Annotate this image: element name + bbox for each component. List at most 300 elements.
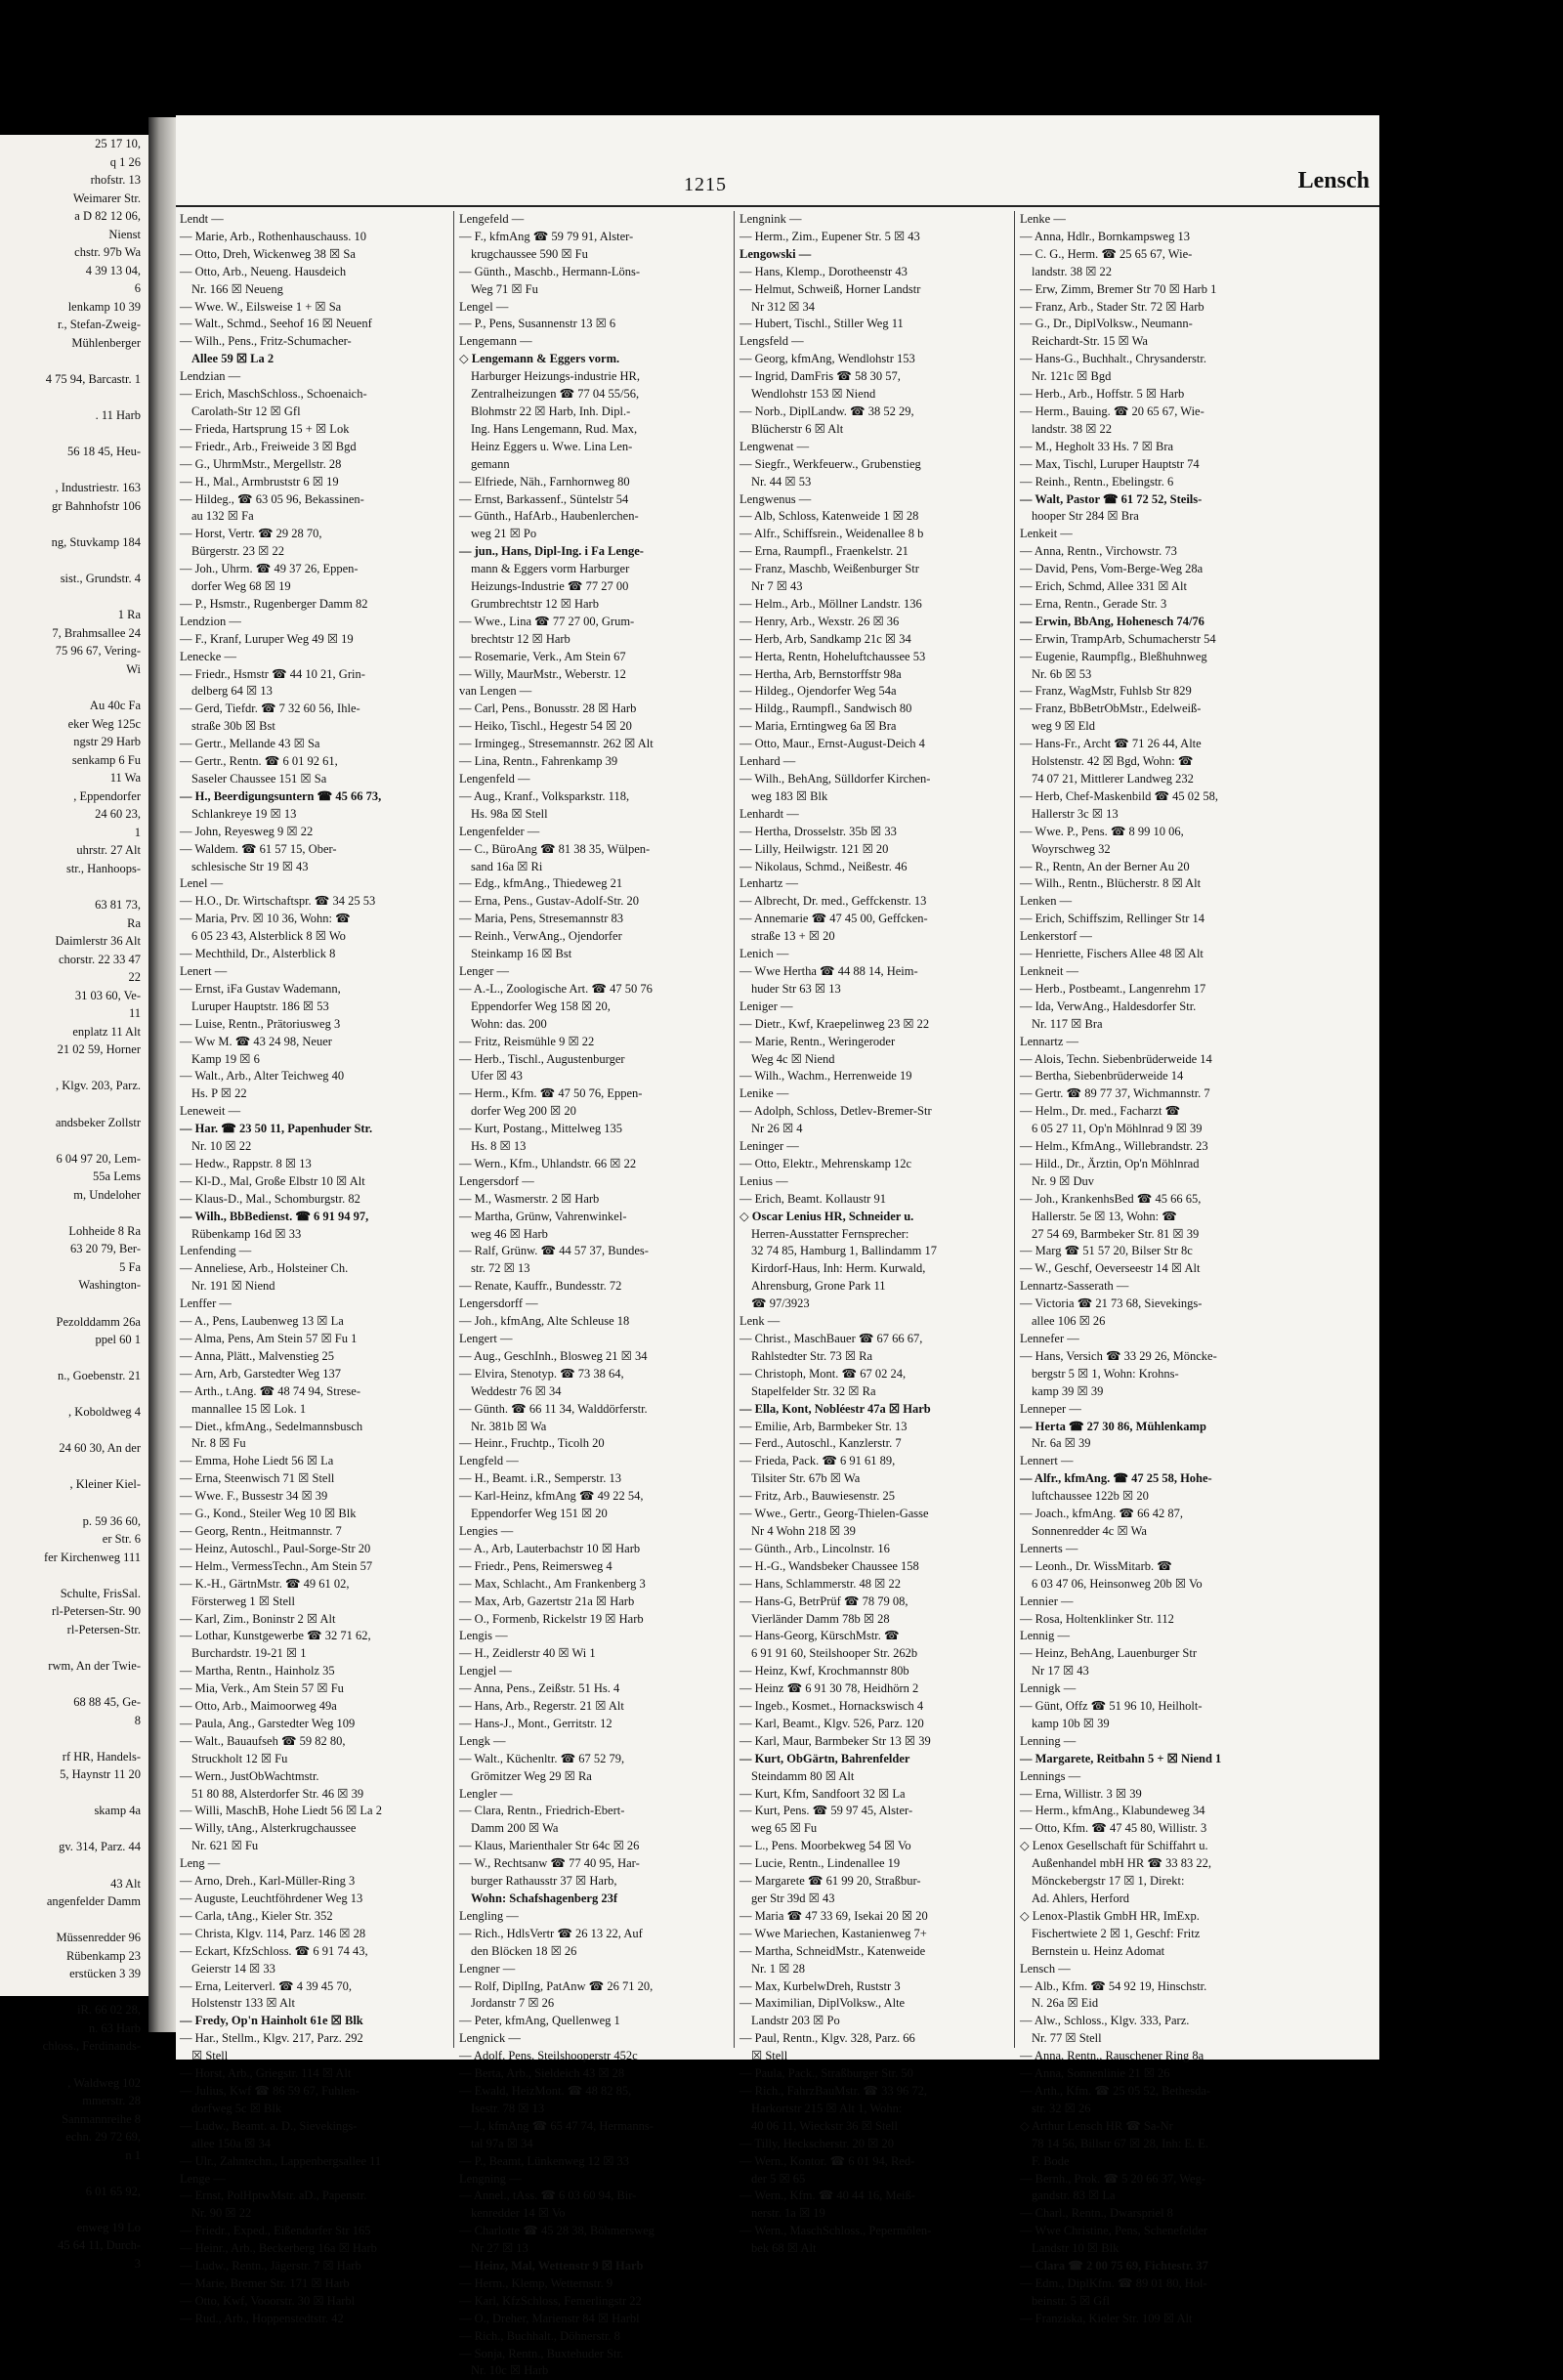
directory-entry-line: — Otto, Dreh, Wickenweg 38 ☒ Sa bbox=[180, 246, 356, 261]
directory-entry-line: — Rich., Buchhalt., Döhnerstr. 8 bbox=[459, 2328, 620, 2343]
directory-entry-line: weg 65 ☒ Fu bbox=[751, 1821, 818, 1836]
left-page-fragment: chstr. 97b Wa bbox=[74, 245, 141, 260]
directory-entry-line: — Joh., Uhrm. ☎ 49 37 26, Eppen- bbox=[180, 562, 359, 576]
directory-entry-line: — Heinz, Mal, Wettenstr 9 ☒ Harb bbox=[459, 2259, 644, 2274]
directory-entry-line: — Helmut, Schweiß, Horner Landstr bbox=[739, 281, 921, 296]
left-page-fragment bbox=[0, 461, 148, 480]
directory-entry-line: Nr. 381b ☒ Wa bbox=[471, 1419, 547, 1433]
directory-entry-line: — Kurt, Pens. ☎ 59 97 45, Alster- bbox=[739, 1804, 913, 1818]
directory-entry-line: — Tilly, Heckscherstr. 20 ☒ 20 bbox=[739, 2136, 894, 2150]
directory-entry-line: — Helm., KfmAng., Willebrandstr. 23 bbox=[1020, 1139, 1208, 1154]
directory-entry-line: — Dietr., Kwf, Kraepelinweg 23 ☒ 22 bbox=[739, 1016, 930, 1031]
left-page-fragment: Weimarer Str. bbox=[72, 191, 141, 205]
directory-entry-line: Lengies — bbox=[459, 1523, 514, 1538]
directory-entry-line: — Anna, Plätt., Malvenstieg 25 bbox=[180, 1348, 334, 1363]
directory-entry-line: — Willy, tAng., Alsterkrugchaussee bbox=[180, 1821, 357, 1836]
directory-entry-line: — O., Formenb, Rickelstr 19 ☒ Harb bbox=[459, 1611, 644, 1626]
directory-entry-line: — Wwe., Lina ☎ 77 27 00, Grum- bbox=[459, 614, 635, 628]
left-page-fragment: eker Weg 125c bbox=[67, 716, 141, 731]
left-page-fragment: , Kleiner Kiel- bbox=[69, 1477, 141, 1492]
directory-entry-line: — Max, KurbelwDreh, Ruststr 3 bbox=[739, 1978, 901, 1993]
directory-entry-line: — Franziska, Kieler Str. 109 ☒ Alt bbox=[1020, 2311, 1193, 2325]
directory-entry-line: — Eckart, KfzSchloss. ☎ 6 91 74 43, bbox=[180, 1943, 368, 1958]
left-page-fragment bbox=[0, 1856, 148, 1875]
left-page-fragment bbox=[0, 353, 148, 371]
directory-entry-line: — Arth., Kfm. ☎ 25 05 52, Bethesda- bbox=[1020, 2083, 1211, 2098]
directory-entry-line: — Mia, Verk., Am Stein 57 ☒ Fu bbox=[180, 1681, 344, 1696]
directory-entry-line: Lenecke — bbox=[180, 649, 236, 663]
directory-entry-line: den Blöcken 18 ☒ 26 bbox=[471, 1943, 577, 1958]
directory-entry-line: Eppendorfer Weg 151 ☒ 20 bbox=[471, 1507, 608, 1521]
directory-entry-line: Mönckebergstr 17 ☒ 1, Direkt: bbox=[1032, 1874, 1185, 1889]
directory-entry-line: Vierländer Damm 78b ☒ 28 bbox=[751, 1611, 890, 1626]
directory-entry-line: — Henry, Arb., Wexstr. 26 ☒ 36 bbox=[739, 614, 900, 628]
directory-entry-line: — C. G., Herm. ☎ 25 65 67, Wie- bbox=[1020, 246, 1193, 261]
directory-entry-line: — Alfr., Schiffsrein., Weidenallee 8 b bbox=[739, 527, 924, 541]
directory-entry-line: — Alma, Pens, Am Stein 57 ☒ Fu 1 bbox=[180, 1332, 358, 1345]
directory-entry-line: — Renate, Kauffr., Bundesstr. 72 bbox=[459, 1279, 622, 1294]
left-page-fragment bbox=[0, 1983, 148, 2002]
directory-entry-line: — Wilh., BbBedienst. ☎ 6 91 94 97, bbox=[180, 1209, 369, 1223]
directory-entry-line: — Heinr., Fruchtp., Ticolh 20 bbox=[459, 1436, 605, 1451]
left-page-fragment: , Eppendorfer bbox=[73, 788, 141, 803]
left-page-fragment: 56 18 45, Heu- bbox=[67, 445, 141, 459]
directory-entry-line: ◇ Lenox-Plastik GmbH HR, ImExp. bbox=[1020, 1908, 1200, 1923]
directory-entry-line: Holstenstr. 42 ☒ Bgd, Wohn: ☎ bbox=[1032, 754, 1194, 769]
directory-entry-line: — G., Dr., DiplVolksw., Neumann- bbox=[1020, 317, 1193, 331]
left-page-fragment bbox=[0, 1784, 148, 1803]
directory-entry-line: — Franz, WagMstr, Fuhlsb Str 829 bbox=[1020, 684, 1192, 699]
directory-entry-line: Lenel — bbox=[180, 876, 224, 891]
left-page-fragment bbox=[0, 1494, 148, 1512]
left-page-fragment: Au 40c Fa bbox=[89, 698, 141, 712]
left-page-fragment: rl-Petersen-Str. 90 bbox=[52, 1604, 141, 1619]
column-2 bbox=[459, 211, 725, 2378]
directory-entry-line: Nr. 621 ☒ Fu bbox=[191, 1839, 259, 1853]
directory-entry-line: — Gerd, Tiefdr. ☎ 7 32 60 56, Ihle- bbox=[180, 701, 360, 716]
directory-entry-line: beinstr. 5 ☒ Gfl bbox=[1032, 2293, 1110, 2308]
directory-entry-line: Nr. 9 ☒ Duv bbox=[1032, 1173, 1094, 1188]
directory-entry-line: — Anna, Rentn., Virchowstr. 73 bbox=[1020, 544, 1177, 559]
directory-entry-line: — Irmingeg., Stresemannstr. 262 ☒ Alt bbox=[459, 737, 654, 751]
directory-entry-line: Nr. 77 ☒ Stell bbox=[1032, 2031, 1102, 2046]
directory-entry-line: — Friedr., Arb., Freiweide 3 ☒ Bgd bbox=[180, 439, 357, 453]
directory-entry-line: — Günt, Offz ☎ 51 96 10, Heilholt- bbox=[1020, 1699, 1203, 1714]
directory-entry-line: — jun., Hans, Dipl-Ing. i Fa Lenge- bbox=[459, 544, 644, 559]
left-page-fragment: skamp 4a bbox=[94, 1804, 141, 1818]
directory-entry-line: Lenger — bbox=[459, 963, 510, 978]
left-page-fragment: 4 39 13 04, bbox=[85, 263, 141, 277]
directory-entry-line: — Karl-Heinz, kfmAng ☎ 49 22 54, bbox=[459, 1489, 644, 1504]
directory-entry-line: — Günth., Maschb., Hermann-Löns- bbox=[459, 264, 641, 278]
directory-entry-line: — Erna, Steenwisch 71 ☒ Stell bbox=[180, 1471, 335, 1486]
directory-entry-line: — Aug., Kranf., Volksparkstr. 118, bbox=[459, 788, 630, 803]
directory-entry-line: Weg 4c ☒ Niend bbox=[751, 1051, 835, 1066]
directory-entry-line: — Wern., Kfm. ☎ 40 44 16, Meiß- bbox=[739, 2189, 915, 2203]
directory-entry-line: — Otto, Kfm. ☎ 47 45 80, Willistr. 3 bbox=[1020, 1821, 1207, 1836]
directory-entry-line: — Joh., KrankenhsBed ☎ 45 66 65, bbox=[1020, 1191, 1202, 1206]
directory-entry-line: — Erich, MaschSchloss., Schoenaich- bbox=[180, 387, 367, 402]
directory-entry-line: — Gertr., Rentn. ☎ 6 01 92 61, bbox=[180, 754, 338, 769]
directory-entry-line: Woyrschweg 32 bbox=[1032, 841, 1111, 856]
directory-entry-line: — Hildg., Raumpfl., Sandwisch 80 bbox=[739, 701, 912, 716]
left-page-fragment bbox=[0, 678, 148, 697]
directory-entry-line: — Har. ☎ 23 50 11, Papenhuder Str. bbox=[180, 1122, 373, 1136]
directory-entry-line: Lenkneit — bbox=[1020, 963, 1079, 978]
directory-entry-line: — Kl-D., Mal, Große Elbstr 10 ☒ Alt bbox=[180, 1173, 365, 1188]
directory-entry-line: — Erwin, BbAng, Hohenesch 74/76 bbox=[1020, 614, 1204, 628]
directory-entry-line: ◇ Lenox Gesellschaft für Schiffahrt u. bbox=[1020, 1839, 1208, 1853]
directory-entry-line: — H.O., Dr. Wirtschaftspr. ☎ 34 25 53 bbox=[180, 894, 376, 909]
directory-entry-line: straße 13 + ☒ 20 bbox=[751, 929, 835, 944]
directory-entry-line: ◇ Lengemann & Eggers vorm. bbox=[459, 352, 620, 366]
directory-entry-line: Nr. 44 ☒ 53 bbox=[751, 474, 812, 489]
directory-entry-line: 78 14 56, Billstr 67 ☒ 28, Inh: E. E. bbox=[1032, 2136, 1208, 2150]
directory-entry-line: — Maria, Erntingweg 6a ☒ Bra bbox=[739, 719, 897, 734]
directory-entry-line: Steindamm 80 ☒ Alt bbox=[751, 1768, 855, 1783]
left-page-fragment: Daimlerstr 36 Alt bbox=[55, 934, 141, 949]
left-page-fragment: 8 bbox=[134, 1713, 141, 1727]
directory-entry-line: Lengenfeld — bbox=[459, 772, 530, 786]
directory-entry-line: weg 9 ☒ Eld bbox=[1032, 719, 1096, 734]
directory-entry-line: — Siegfr., Werkfeuerw., Grubenstieg bbox=[739, 456, 921, 471]
book-gutter bbox=[148, 117, 176, 2032]
directory-entry-line: Heizungs-Industrie ☎ 77 27 00 bbox=[471, 579, 629, 594]
directory-entry-line: — Wilh., Rentn., Blücherstr. 8 ☒ Alt bbox=[1020, 876, 1202, 891]
left-page-fragment: ngstr 29 Harb bbox=[73, 735, 141, 749]
left-page-fragment: m, Undeloher bbox=[73, 1187, 141, 1202]
directory-entry-line: — Edm., DiplKfm. ☎ 89 01 80, Hol- bbox=[1020, 2275, 1207, 2290]
directory-entry-line: — Reinh., VerwAng., Ojendorfer bbox=[459, 929, 622, 944]
directory-entry-line: Lendzian — bbox=[180, 369, 241, 384]
directory-entry-line: Lengfeld — bbox=[459, 1454, 519, 1468]
directory-entry-line: — Norb., DiplLandw. ☎ 38 52 29, bbox=[739, 404, 914, 418]
directory-entry-line: — Lucie, Rentn., Lindenallee 19 bbox=[739, 1856, 901, 1871]
directory-entry-line: dorfer Weg 68 ☒ 19 bbox=[191, 579, 291, 594]
directory-entry-line: Nr 27 ☒ 13 bbox=[471, 2241, 528, 2256]
directory-entry-line: — G., UhrmMstr., Mergellstr. 28 bbox=[180, 456, 342, 471]
directory-entry-line: Schlankreye 19 ☒ 13 bbox=[191, 806, 297, 821]
directory-entry-line: Rahlstedter Str. 73 ☒ Ra bbox=[751, 1348, 873, 1363]
directory-entry-line: — Herm., Kfm. ☎ 47 50 76, Eppen- bbox=[459, 1086, 643, 1101]
directory-entry-line: — Mechthild, Dr., Alsterblick 8 bbox=[180, 947, 336, 961]
directory-entry-line: — Hans-G, BetrPrüf ☎ 78 79 08, bbox=[739, 1594, 908, 1608]
directory-entry-line: Lensch — bbox=[1020, 1961, 1071, 1976]
left-page-fragment: n., Goebenstr. 21 bbox=[57, 1369, 141, 1383]
directory-entry-line: — Max, Arb, Gazertstr 21a ☒ Harb bbox=[459, 1594, 635, 1608]
left-page-fragment: 63 20 79, Ber- bbox=[70, 1242, 141, 1256]
directory-entry-line: Ahrensburg, Grone Park 11 bbox=[751, 1279, 886, 1294]
directory-entry-line: — Waldem. ☎ 61 57 15, Ober- bbox=[180, 841, 337, 856]
left-page-fragment bbox=[0, 2056, 148, 2074]
directory-entry-line: van Lengen — bbox=[459, 684, 532, 699]
directory-entry-line: — Friedr., Pens, Reimersweg 4 bbox=[459, 1558, 613, 1573]
directory-entry-line: Nr. 10 ☒ 22 bbox=[191, 1139, 252, 1154]
running-head: Lensch bbox=[1297, 168, 1370, 193]
directory-entry-line: — Ella, Kont, Nobléestr 47a ☒ Harb bbox=[739, 1401, 931, 1416]
directory-entry-line: Lengsfeld — bbox=[739, 334, 804, 349]
directory-entry-line: — Berta, Arb., Sieldeich 43 ☒ 28 bbox=[459, 2066, 625, 2081]
directory-entry-line: gemann bbox=[471, 456, 510, 471]
directory-entry-line: ☒ Stell bbox=[191, 2049, 229, 2063]
directory-entry-line: — Nikolaus, Schmd., Neißestr. 46 bbox=[739, 859, 908, 873]
directory-entry-line: 51 80 88, Alsterdorfer Str. 46 ☒ 39 bbox=[191, 1786, 364, 1801]
directory-entry-line: — Fritz, Arb., Bauwiesenstr. 25 bbox=[739, 1489, 896, 1504]
left-page-fragment: 11 Wa bbox=[109, 771, 141, 786]
directory-entry-line: — Karl, KfzSchloss, Femerlingstr 22 bbox=[459, 2293, 642, 2308]
directory-entry-line: weg 21 ☒ Po bbox=[471, 527, 537, 541]
left-page-fragment: 7, Brahmsallee 24 bbox=[52, 625, 141, 640]
directory-entry-line: — Carla, tAng., Kieler Str. 352 bbox=[180, 1908, 333, 1923]
directory-entry-line: — Ernst, iFa Gustav Wademann, bbox=[180, 981, 341, 996]
directory-entry-line: Hallerstr 3c ☒ 13 bbox=[1032, 806, 1119, 821]
directory-entry-line: Tilsiter Str. 67b ☒ Wa bbox=[751, 1471, 861, 1486]
directory-entry-line: — Hans-J., Mont., Gerritstr. 12 bbox=[459, 1716, 613, 1730]
directory-entry-line: — Alw., Schloss., Klgv. 333, Parz. bbox=[1020, 2014, 1190, 2028]
directory-entry-line: Bürgerstr. 23 ☒ 22 bbox=[191, 544, 285, 559]
left-page-fragment: 22 bbox=[128, 970, 141, 985]
directory-entry-line: Lenich — bbox=[739, 947, 789, 961]
directory-entry-line: sand 16a ☒ Ri bbox=[471, 859, 543, 873]
directory-entry-line: — Hildeg., ☎ 63 05 96, Bekassinen- bbox=[180, 491, 364, 506]
directory-entry-line: Ufer ☒ 43 bbox=[471, 1069, 523, 1084]
directory-entry-line: Lengling — bbox=[459, 1908, 519, 1923]
directory-entry-line: — Erwin, TrampArb, Schumacherstr 54 bbox=[1020, 631, 1216, 646]
directory-entry-line: Eppendorfer Weg 158 ☒ 20, bbox=[471, 999, 611, 1013]
column-3 bbox=[739, 211, 1005, 2256]
directory-entry-line: — Joach., kfmAng. ☎ 66 42 87, bbox=[1020, 1507, 1183, 1521]
directory-entry-line: Hs. P ☒ 22 bbox=[191, 1086, 247, 1101]
left-page-fragment: , Waldweg 102 bbox=[67, 2075, 141, 2090]
directory-entry-line: — Rich., FahrzBauMstr. ☎ 33 96 72, bbox=[739, 2083, 927, 2098]
directory-entry-line: — Herm., Klemp, Wetternstr. 9 bbox=[459, 2275, 613, 2290]
left-page-fragment: Ra bbox=[127, 915, 141, 930]
directory-entry-line: — Edg., kfmAng., Thiedeweg 21 bbox=[459, 876, 623, 891]
directory-entry-line: Lengwenus — bbox=[739, 491, 812, 506]
directory-entry-line: — Günth., Arb., Lincolnstr. 16 bbox=[739, 1541, 890, 1555]
left-page-fragment: r., Stefan-Zweig- bbox=[57, 318, 141, 332]
directory-entry-line: Nr. 191 ☒ Niend bbox=[191, 1279, 275, 1294]
directory-entry-line: — Helm., VermessTechn., Am Stein 57 bbox=[180, 1558, 373, 1573]
directory-entry-line: allee 150a ☒ 34 bbox=[191, 2136, 271, 2150]
directory-entry-line: Lenhardt — bbox=[739, 806, 799, 821]
directory-entry-line: — Georg, kfmAng, Wendlohstr 153 bbox=[739, 352, 915, 366]
left-page-fragment bbox=[0, 425, 148, 444]
left-page-fragment: Washington- bbox=[78, 1278, 141, 1293]
directory-entry-line: — Klaus-D., Mal., Schomburgstr. 82 bbox=[180, 1191, 360, 1206]
directory-entry-line: Zentralheizungen ☎ 77 04 55/56, bbox=[471, 387, 640, 402]
directory-entry-line: Lennigk — bbox=[1020, 1681, 1077, 1696]
directory-entry-line: Lengert — bbox=[459, 1332, 513, 1345]
directory-entry-line: — Arn, Arb, Garstedter Weg 137 bbox=[180, 1366, 342, 1381]
directory-entry-line: dorfer Weg 200 ☒ 20 bbox=[471, 1104, 576, 1119]
left-page-fragment: andsbeker Zollstr bbox=[55, 1115, 141, 1129]
left-page-fragment bbox=[0, 1729, 148, 1748]
directory-entry-line: str. 72 ☒ 13 bbox=[471, 1261, 530, 1276]
directory-entry-line: Steinkamp 16 ☒ Bst bbox=[471, 947, 572, 961]
directory-entry-line: — Ingeb., Kosmet., Hornackswisch 4 bbox=[739, 1699, 924, 1714]
directory-entry-line: 6 91 91 60, Steilshooper Str. 262b bbox=[751, 1646, 918, 1661]
left-page-fragment: Nienst bbox=[108, 227, 141, 241]
left-page-fragment: 55a Lems bbox=[93, 1169, 141, 1184]
directory-entry-line: — Erich, Schmd, Allee 331 ☒ Alt bbox=[1020, 579, 1187, 594]
directory-entry-line: Lengjel — bbox=[459, 1664, 512, 1679]
directory-entry-line: Hs. 98a ☒ Stell bbox=[471, 806, 548, 821]
directory-entry-line: Lengenfelder — bbox=[459, 824, 540, 838]
directory-entry-line: — Herm., Bauing. ☎ 20 65 67, Wie- bbox=[1020, 404, 1204, 418]
directory-entry-line: — Adolph, Schloss, Detlev-Bremer-Str bbox=[739, 1104, 932, 1119]
directory-entry-line: — Wwe. P., Pens. ☎ 8 99 10 06, bbox=[1020, 824, 1184, 838]
directory-entry-line: — L., Pens. Moorbekweg 54 ☒ Vo bbox=[739, 1839, 911, 1853]
directory-entry-line: — Herm., kfmAng., Klabundeweg 34 bbox=[1020, 1804, 1205, 1818]
left-page-fragment: 5, Haynstr 11 20 bbox=[60, 1767, 141, 1782]
directory-entry-line: Lengnick — bbox=[459, 2031, 521, 2046]
column-divider bbox=[1014, 211, 1015, 2048]
directory-entry-line: — Otto, Elektr., Mehrenskamp 12c bbox=[739, 1156, 912, 1170]
directory-entry-line: 40 06 11, Wieckstr 36 ☒ Stell bbox=[751, 2118, 898, 2133]
directory-entry-line: Lenk — bbox=[739, 1314, 781, 1329]
directory-entry-line: Lenken — bbox=[1020, 894, 1073, 909]
directory-entry-line: — A.-L., Zoologische Art. ☎ 47 50 76 bbox=[459, 981, 653, 996]
left-page-fragment: str., Hanhoops- bbox=[65, 861, 141, 875]
directory-entry-line: — Heiko, Tischl., Hegestr 54 ☒ 20 bbox=[459, 719, 632, 734]
directory-entry-line: Lenkerstorf — bbox=[1020, 929, 1092, 944]
directory-entry-line: — Erna, Leiterverl. ☎ 4 39 45 70, bbox=[180, 1978, 352, 1993]
left-page-fragment bbox=[0, 1675, 148, 1693]
directory-entry-line: — Otto, Maur., Ernst-August-Deich 4 bbox=[739, 737, 925, 751]
left-page-fragment bbox=[0, 588, 148, 607]
left-page-fragment: 6 01 65 92, bbox=[85, 2184, 141, 2198]
left-page-fragment: enweg 19 Lo bbox=[76, 2220, 141, 2234]
column-4 bbox=[1020, 211, 1286, 2325]
directory-entry-line: Carolath-Str 12 ☒ Gfl bbox=[191, 404, 301, 418]
left-page-fragment: n. 63 Harb bbox=[88, 2020, 141, 2035]
directory-entry-line: Lennier — bbox=[1020, 1594, 1074, 1608]
directory-entry-line: Herren-Ausstatter Fernsprecher: bbox=[751, 1226, 909, 1241]
directory-entry-line: — Gertr. ☎ 89 77 37, Wichmannstr. 7 bbox=[1020, 1086, 1210, 1101]
directory-entry-line: hooper Str 284 ☒ Bra bbox=[1032, 509, 1139, 524]
left-page-fragment: Lohheide 8 Ra bbox=[68, 1223, 141, 1238]
directory-page bbox=[176, 115, 1379, 2378]
left-page-fragment: er Str. 6 bbox=[102, 1532, 141, 1547]
directory-entry-line: Struckholt 12 ☒ Fu bbox=[191, 1751, 288, 1765]
directory-entry-line: Holstenstr 133 ☒ Alt bbox=[191, 1996, 295, 2011]
directory-entry-line: — Rud., Arb., Hoppenstedtstr. 42 bbox=[180, 2311, 344, 2325]
left-page-fragment: Rübenkamp 23 bbox=[65, 1948, 141, 1963]
directory-entry-line: — Carl, Pens., Bonusstr. 28 ☒ Harb bbox=[459, 701, 637, 716]
directory-entry-line: — F., kfmAng ☎ 59 79 91, Alster- bbox=[459, 229, 634, 243]
left-page-fragment: ng, Stuvkamp 184 bbox=[51, 535, 141, 550]
directory-entry-line: — Ernst, Barkassenf., Süntelstr 54 bbox=[459, 491, 629, 506]
directory-entry-line: Blohmstr 22 ☒ Harb, Inh. Dipl.- bbox=[471, 404, 631, 418]
directory-entry-line: landstr. 38 ☒ 22 bbox=[1032, 264, 1113, 278]
directory-entry-line: — Lina, Rentn., Fahrenkamp 39 bbox=[459, 754, 618, 769]
left-page-edge bbox=[0, 135, 148, 2271]
directory-entry-line: — Elfriede, Näh., Farnhornweg 80 bbox=[459, 474, 630, 489]
directory-entry-line: — H., Zeidlerstr 40 ☒ Wi 1 bbox=[459, 1646, 596, 1661]
directory-entry-line: — Hedw., Rappstr. 8 ☒ 13 bbox=[180, 1156, 312, 1170]
left-page-fragment: uhrstr. 27 Alt bbox=[76, 843, 141, 858]
left-page-fragment bbox=[0, 1131, 148, 1150]
directory-entry-line: Lengning — bbox=[459, 2171, 522, 2186]
directory-entry-line: — H.-G., Wandsbeker Chaussee 158 bbox=[739, 1558, 919, 1573]
left-page-fragment: gr Bahnhofstr 106 bbox=[52, 498, 141, 513]
directory-entry-line: Nr. 6a ☒ 39 bbox=[1032, 1436, 1091, 1451]
directory-entry-line: Nr 4 Wohn 218 ☒ 39 bbox=[751, 1523, 856, 1538]
directory-entry-line: Lengel — bbox=[459, 299, 509, 314]
directory-entry-line: Nr 26 ☒ 4 bbox=[751, 1122, 803, 1136]
directory-entry-line: — Wwe Hertha ☎ 44 88 14, Heim- bbox=[739, 963, 918, 978]
left-page-fragment: lenkamp 10 39 bbox=[67, 299, 141, 314]
left-page-fragment: rf HR, Handels- bbox=[62, 1749, 141, 1764]
directory-entry-line: Burchardstr. 19-21 ☒ 1 bbox=[191, 1646, 307, 1661]
left-page-fragment: angenfelder Damm bbox=[46, 1894, 141, 1909]
column-1 bbox=[180, 211, 445, 2325]
left-page-fragment: 24 60 30, An der bbox=[59, 1441, 141, 1456]
left-page-fragment bbox=[0, 1820, 148, 1839]
left-page-fragment: erstücken 3 39 bbox=[69, 1967, 141, 1981]
left-page-fragment: 6 04 97 20, Lem- bbox=[56, 1151, 141, 1166]
directory-entry-line: — Wern., MaschSchloss., Pepermölen- bbox=[739, 2224, 932, 2238]
directory-entry-line: Lenfending — bbox=[180, 1244, 252, 1258]
directory-entry-line: Lengler — bbox=[459, 1786, 513, 1801]
directory-entry-line: Försterweg 1 ☒ Stell bbox=[191, 1594, 295, 1608]
directory-entry-line: Lennartz-Sasserath — bbox=[1020, 1279, 1129, 1294]
directory-entry-line: kenredder 14 ☒ Vo bbox=[471, 2206, 566, 2221]
directory-entry-line: — Margarete ☎ 61 99 20, Straßbur- bbox=[739, 1874, 921, 1889]
directory-entry-line: — Christ., MaschBauer ☎ 67 66 67, bbox=[739, 1332, 923, 1345]
directory-entry-line: — Günth., HafArb., Haubenlerchen- bbox=[459, 509, 639, 524]
directory-entry-line: — Annemarie ☎ 47 45 00, Geffcken- bbox=[739, 912, 928, 926]
directory-entry-line: — Alb., Kfm. ☎ 54 92 19, Hinschstr. bbox=[1020, 1978, 1207, 1993]
directory-entry-line: ☎ 97/3923 bbox=[751, 1296, 810, 1311]
directory-entry-line: krugchaussee 590 ☒ Fu bbox=[471, 246, 588, 261]
directory-entry-line: — Frieda, Hartsprung 15 + ☒ Lok bbox=[180, 421, 350, 436]
directory-entry-line: — Marie, Arb., Rothenhausch​auss. 10 bbox=[180, 229, 366, 243]
directory-entry-line: — H., Mal., Armbruststr 6 ☒ 19 bbox=[180, 474, 339, 489]
directory-entry-line: — Ernst, PolHptwMstr. aD., Papenstr. bbox=[180, 2189, 367, 2203]
directory-entry-line: — Paula, Ang., Garstedter Weg 109 bbox=[180, 1716, 356, 1730]
directory-entry-line: Ing. Hans Lengemann, Rud. Max, bbox=[471, 421, 638, 436]
directory-entry-line: — Clara ☎ 2 00 75 69, Fichtestr. 37 bbox=[1020, 2259, 1208, 2274]
directory-entry-line: — F., Kranf, Luruper Weg 49 ☒ 19 bbox=[180, 631, 354, 646]
directory-entry-line: Nr 312 ☒ 34 bbox=[751, 299, 816, 314]
directory-entry-line: Lengnink — bbox=[739, 212, 802, 226]
directory-entry-line: weg 46 ☒ Harb bbox=[471, 1226, 548, 1241]
directory-entry-line: der 5 ☒ 65 bbox=[751, 2171, 806, 2186]
directory-entry-line: — Christoph, Mont. ☎ 67 02 24, bbox=[739, 1366, 907, 1381]
directory-entry-line: Saseler Chaussee 151 ☒ Sa bbox=[191, 772, 327, 786]
directory-entry-line: ger Str 39d ☒ 43 bbox=[751, 1891, 835, 1905]
directory-entry-line: Wendlohstr 153 ☒ Niend bbox=[751, 387, 876, 402]
left-page-fragment bbox=[0, 1458, 148, 1476]
directory-entry-line: — Walt., Küchenltr. ☎ 67 52 79, bbox=[459, 1751, 625, 1765]
directory-entry-line: N. 26a ☒ Eid bbox=[1032, 1996, 1099, 2011]
directory-entry-line: Nr. 6b ☒ 53 bbox=[1032, 666, 1092, 681]
directory-entry-line: — Erna, Willistr. 3 ☒ 39 bbox=[1020, 1786, 1142, 1801]
directory-entry-line: — Maria ☎ 47 33 69, Isekai 20 ☒ 20 bbox=[739, 1908, 928, 1923]
directory-entry-line: — R., Rentn, An der Berner Au 20 bbox=[1020, 859, 1190, 873]
directory-entry-line: — Hans, Versich ☎ 33 29 26, Möncke- bbox=[1020, 1348, 1217, 1363]
directory-entry-line: Lengersdorf — bbox=[459, 1173, 534, 1188]
directory-entry-line: — Maria, Prv. ☒ 10 36, Wohn: ☎ bbox=[180, 912, 351, 926]
directory-entry-line: burger Rathausstr 37 ☒ Harb, bbox=[471, 1874, 617, 1889]
left-page-fragment: rl-Petersen-Str. bbox=[66, 1622, 141, 1636]
directory-entry-line: kamp 10b ☒ 39 bbox=[1032, 1716, 1110, 1730]
directory-entry-line: Grumbrechtstr 12 ☒ Harb bbox=[471, 596, 599, 611]
directory-entry-line: nerstr. 1a ☒ 19 bbox=[751, 2206, 825, 2221]
directory-entry-line: — Marie, Bremer Str. 171 ☒ Harb bbox=[180, 2275, 350, 2290]
